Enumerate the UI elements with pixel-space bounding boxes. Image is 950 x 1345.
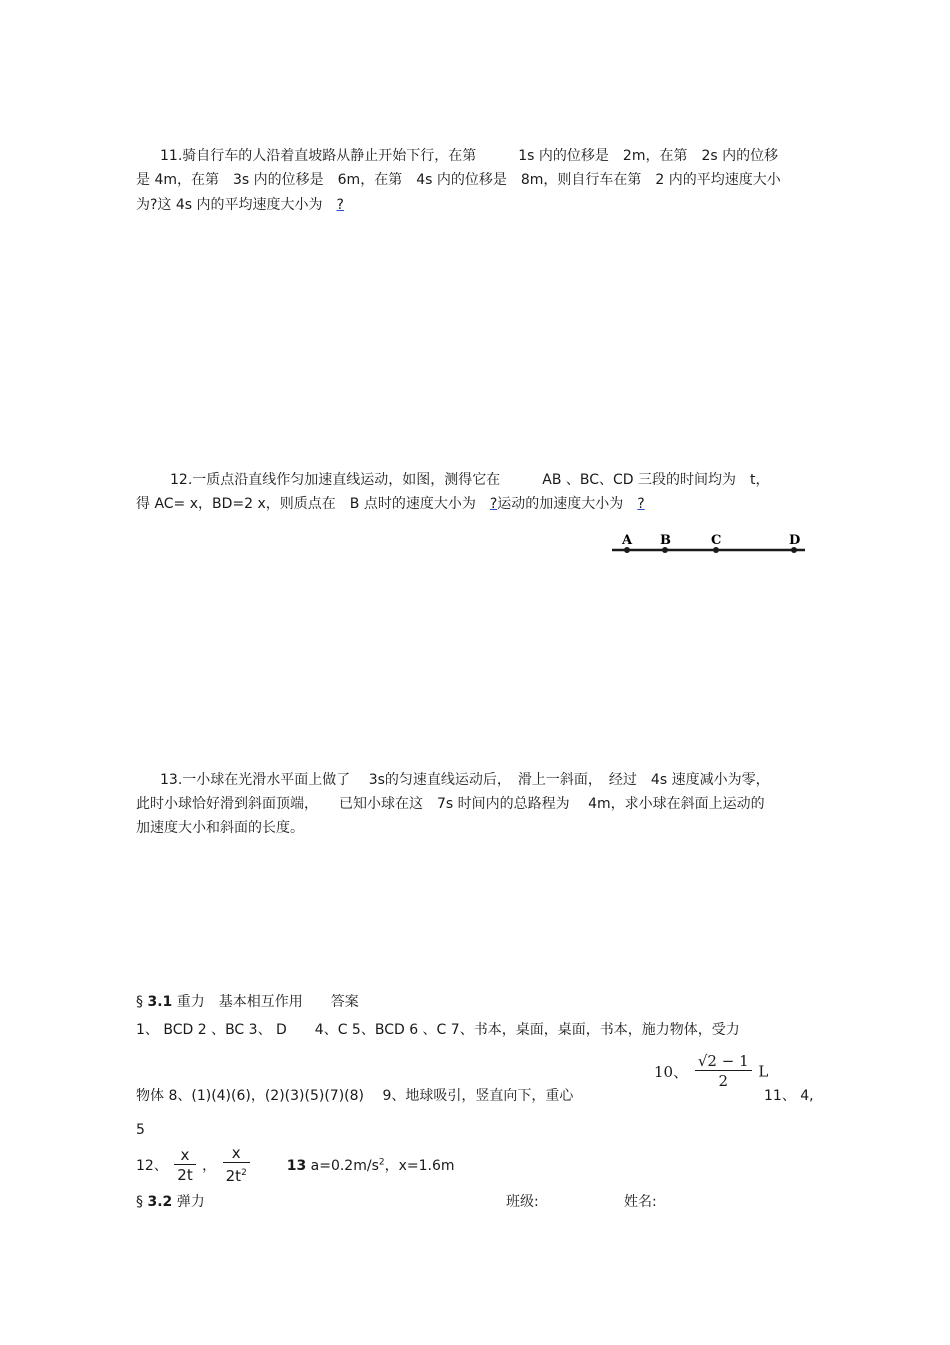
name-label: 姓名: <box>624 1194 657 1210</box>
point-d-label: D <box>789 533 801 548</box>
point-a-label: A <box>622 533 633 548</box>
fraction-2-base: 2t <box>225 1167 242 1185</box>
answer-10-label: 10、 <box>654 1063 689 1081</box>
q11-line-2: 是 4m，在第 3s 内的位移是 6m，在第 4s 内的位移是 8m，则自行车在第 2 内的平均速度大小 <box>136 172 781 188</box>
answer-12-label: 12、 <box>136 1158 168 1174</box>
q12-line-2-b: 运动的加速度大小为 <box>497 496 638 512</box>
point-c-label: C <box>711 533 722 548</box>
next-section-title: 弹力 <box>172 1194 205 1210</box>
fraction-2-numerator: x <box>223 1144 250 1163</box>
answer-10 <box>654 1052 768 1091</box>
next-section-number: 3.2 <box>147 1194 173 1210</box>
answer-12-fraction-1 <box>174 1146 195 1185</box>
q12-line-2 <box>136 494 645 514</box>
answer-12-comma: ， <box>202 1158 217 1174</box>
answer-13-label: 13 <box>286 1158 307 1174</box>
q12-line-2-a: 得 AC= x，BD=2 x，则质点在 B 点时的速度大小为 <box>136 496 490 512</box>
q12-line-diagram <box>608 530 808 560</box>
answer-13-tail: ，x=1.6m <box>384 1158 455 1174</box>
answers-line-4 <box>136 1144 455 1186</box>
answers-line-1: 1、 BCD 2 、BC 3、 D 4、C 5、BCD 6 、C 7、书本，桌面，桌面，书本，施力物体，受力 <box>136 1022 740 1038</box>
q12-answer-blank-2: ? <box>637 496 645 512</box>
section-number: 3.1 <box>147 994 173 1010</box>
answer-11-label: 11、 4, <box>764 1088 814 1104</box>
answers-line-2: 物体 8、(1)(4)(6)，(2)(3)(5)(7)(8) 9、地球吸引，竖直向下，重心 <box>136 1088 574 1104</box>
q13-line-2: 此时小球恰好滑到斜面顶端， 已知小球在这 7s 时间内的总路程为 4m，求小球在斜面上运动的 <box>136 796 765 812</box>
answers-line-3: 5 <box>136 1122 145 1138</box>
fraction-2-exponent: 2 <box>241 1168 247 1178</box>
q11-line-1: 11.骑自行车的人沿着直坡路从静止开始下行，在第 1s 内的位移是 2m，在第 2s 内的位移 <box>160 148 779 164</box>
fraction-1-denominator: 2t <box>177 1165 193 1184</box>
q11-line-3 <box>136 195 344 215</box>
answer-10-suffix: L <box>758 1062 769 1081</box>
section-symbol: § <box>136 994 148 1010</box>
fraction-2-denominator <box>223 1163 250 1186</box>
answer-10-fraction <box>695 1052 752 1091</box>
q13-line-1: 13.一小球在光滑水平面上做了 3s的匀速直线运动后， 滑上一斜面， 经过 4s 速度减小为零， <box>160 772 770 788</box>
answer-12-fraction-2 <box>223 1144 250 1186</box>
q11-answer-blank: ? <box>336 197 344 213</box>
q12-answer-blank-1: ? <box>489 496 498 512</box>
answers-heading <box>136 992 359 1012</box>
q13-line-3: 加速度大小和斜面的长度。 <box>136 820 304 836</box>
answer-13-text: a=0.2m/s <box>306 1158 379 1174</box>
answer-13-exponent: 2 <box>378 1157 385 1168</box>
next-section-symbol: § <box>136 1194 148 1210</box>
class-label: 班级: <box>506 1194 539 1210</box>
point-b-label: B <box>660 533 671 548</box>
answer-10-numerator: √2 − 1 <box>695 1052 752 1071</box>
fraction-1-numerator: x <box>174 1146 195 1165</box>
q11-line-3-text: 为?这 4s 内的平均速度大小为 <box>136 197 337 213</box>
answer-10-denominator: 2 <box>718 1072 729 1090</box>
next-section-heading <box>136 1192 205 1212</box>
q12-line-1: 12.一质点沿直线作匀加速直线运动，如图，测得它在 AB 、BC、CD 三段的时间均为 t， <box>170 472 770 488</box>
answer-13 <box>287 1158 455 1174</box>
section-title: 重力 基本相互作用 答案 <box>172 994 359 1010</box>
